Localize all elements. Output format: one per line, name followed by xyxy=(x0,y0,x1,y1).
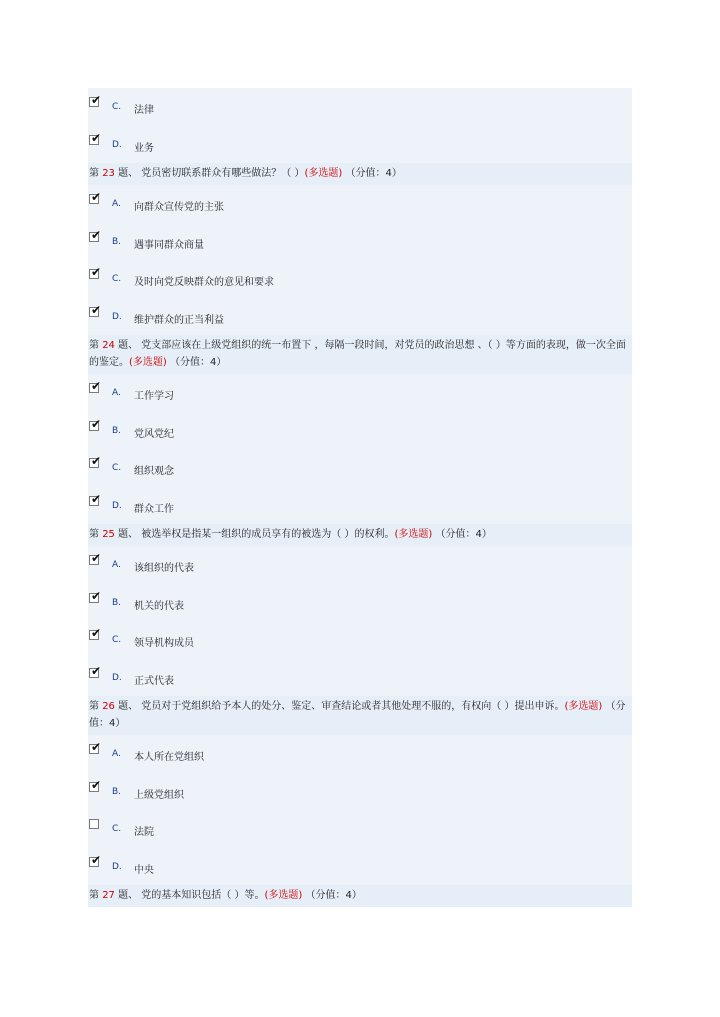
checkbox-unchecked[interactable] xyxy=(89,819,99,829)
option-letter: C. xyxy=(112,635,122,645)
option-letter: C. xyxy=(112,463,122,473)
question-score: （分值：4） xyxy=(166,357,227,368)
question-prefix: 第 xyxy=(89,168,103,179)
question-prefix: 第 xyxy=(89,890,103,901)
option-letter: D. xyxy=(112,139,122,150)
option-row[interactable] xyxy=(88,374,632,412)
option-letter: D. xyxy=(112,311,122,322)
option-row[interactable] xyxy=(88,449,632,487)
check-icon: ✔ xyxy=(91,93,102,107)
check-icon: ✔ xyxy=(91,190,102,204)
option-text: 向群众宣传党的主张 xyxy=(134,202,224,213)
question-prefix: 第 xyxy=(89,529,103,540)
check-icon: ✔ xyxy=(91,227,102,242)
checkbox-checked[interactable] xyxy=(89,588,102,603)
question-type: (多选题) xyxy=(564,701,603,712)
check-icon: ✔ xyxy=(91,663,102,678)
option-text: 法院 xyxy=(134,827,154,838)
option-row[interactable] xyxy=(88,621,632,659)
option-text: 正式代表 xyxy=(134,675,174,687)
option-letter: C. xyxy=(112,824,122,834)
checkbox-checked[interactable] xyxy=(89,379,102,393)
checkbox-checked[interactable] xyxy=(89,227,102,242)
option-text: 法律 xyxy=(134,105,154,116)
check-icon: ✔ xyxy=(91,379,102,393)
question-text: 题、 党支部应该在上级党组织的统一布置下 ，每隔一段时间，对党员的政治思想 、（ ）等方面的表现，做一次全面的鉴定。 xyxy=(89,340,626,368)
option-text: 群众工作 xyxy=(134,503,174,515)
checkbox-checked[interactable] xyxy=(89,551,102,565)
option-letter: C. xyxy=(112,274,122,284)
option-row[interactable] xyxy=(88,260,632,298)
question-number: 27 xyxy=(102,890,115,901)
option-letter: A. xyxy=(112,749,121,759)
option-row[interactable] xyxy=(88,126,632,164)
option-text: 领导机构成员 xyxy=(134,638,194,649)
option-text: 组织观念 xyxy=(134,466,174,477)
question-number: 26 xyxy=(102,701,115,712)
option-letter: D. xyxy=(112,861,122,872)
question-header xyxy=(88,335,632,374)
option-text: 业务 xyxy=(134,142,154,154)
checkbox-checked[interactable] xyxy=(89,190,102,204)
check-icon: ✔ xyxy=(91,777,102,792)
quiz-panel xyxy=(88,88,632,907)
question-type: (多选题) xyxy=(394,529,433,540)
option-text: 该组织的代表 xyxy=(134,563,194,574)
question-type: (多选题) xyxy=(264,890,303,901)
question-prefix: 第 xyxy=(89,701,103,712)
checkbox-checked[interactable] xyxy=(89,663,102,678)
check-icon: ✔ xyxy=(91,551,102,565)
question-type: (多选题) xyxy=(304,168,343,179)
question-text: 题、 党员密切联系群众有哪些做法？（ ） xyxy=(114,168,305,179)
question-score: （分值：4） xyxy=(89,701,626,729)
option-letter: B. xyxy=(112,786,122,797)
checkbox-checked[interactable] xyxy=(89,740,102,754)
option-letter: A. xyxy=(112,560,121,570)
checkbox-checked[interactable] xyxy=(89,130,102,145)
checkbox-checked[interactable] xyxy=(89,454,102,468)
check-icon: ✔ xyxy=(91,302,102,317)
option-text: 机关的代表 xyxy=(134,600,184,612)
option-text: 工作学习 xyxy=(134,391,174,402)
checkbox-checked[interactable] xyxy=(89,777,102,792)
option-text: 遇事同群众商量 xyxy=(134,239,204,251)
option-letter: B. xyxy=(112,425,122,436)
option-row[interactable] xyxy=(88,810,632,848)
question-number: 24 xyxy=(102,340,115,351)
option-row[interactable] xyxy=(88,848,632,886)
question-number: 23 xyxy=(102,168,115,179)
checkbox-checked[interactable] xyxy=(89,491,102,506)
check-icon: ✔ xyxy=(91,265,102,279)
option-row[interactable] xyxy=(88,298,632,336)
question-header xyxy=(88,524,632,546)
option-letter: B. xyxy=(112,236,122,247)
option-letter: C. xyxy=(112,102,122,112)
question-header xyxy=(88,885,632,907)
check-icon: ✔ xyxy=(91,454,102,468)
question-score: （分值：4） xyxy=(432,529,492,540)
option-row[interactable] xyxy=(88,88,632,126)
check-icon: ✔ xyxy=(91,416,102,431)
option-row[interactable] xyxy=(88,487,632,525)
option-row[interactable] xyxy=(88,185,632,223)
option-row[interactable] xyxy=(88,412,632,450)
question-header xyxy=(88,163,632,185)
checkbox-checked[interactable] xyxy=(89,852,102,867)
option-row[interactable] xyxy=(88,546,632,584)
check-icon: ✔ xyxy=(91,491,102,506)
option-text: 党风党纪 xyxy=(134,428,174,440)
checkbox-checked[interactable] xyxy=(89,93,102,107)
option-letter: D. xyxy=(112,500,122,511)
option-text: 本人所在党组织 xyxy=(134,752,204,763)
option-letter: A. xyxy=(112,388,121,398)
question-number: 25 xyxy=(102,529,115,540)
option-row[interactable] xyxy=(88,223,632,261)
question-text: 题、 党的基本知识包括（ ）等。 xyxy=(114,890,265,901)
question-text: 题、 被选举权是指某一组织的成员享有的被选为（ ）的权利。 xyxy=(114,529,395,540)
check-icon: ✔ xyxy=(91,852,102,867)
option-row[interactable] xyxy=(88,584,632,622)
checkbox-checked[interactable] xyxy=(89,626,102,640)
option-letter: B. xyxy=(112,597,122,608)
question-text: 题、 党员对于党组织给予本人的处分、鉴定、审查结论或者其他处理不服的，有权向（ ）提出申诉。 xyxy=(114,701,565,712)
question-score: （分值：4） xyxy=(302,890,362,901)
check-icon: ✔ xyxy=(91,130,102,145)
checkbox-checked[interactable] xyxy=(89,416,102,431)
option-text: 及时向党反映群众的意见和要求 xyxy=(134,277,274,288)
option-row[interactable] xyxy=(88,659,632,697)
check-icon: ✔ xyxy=(91,588,102,603)
question-score: （分值：4） xyxy=(342,168,402,179)
option-text: 上级党组织 xyxy=(134,789,184,801)
question-type: (多选题) xyxy=(129,357,167,368)
checkbox-checked[interactable] xyxy=(89,265,102,279)
option-row[interactable] xyxy=(88,773,632,811)
check-icon: ✔ xyxy=(91,740,102,754)
option-text: 维护群众的正当利益 xyxy=(134,314,224,326)
option-row[interactable] xyxy=(88,735,632,773)
option-letter: A. xyxy=(112,199,121,209)
check-icon: ✔ xyxy=(91,626,102,640)
question-header xyxy=(88,696,632,735)
option-text: 中央 xyxy=(134,864,154,876)
checkbox-checked[interactable] xyxy=(89,302,102,317)
option-letter: D. xyxy=(112,672,122,683)
question-prefix: 第 xyxy=(89,340,103,351)
